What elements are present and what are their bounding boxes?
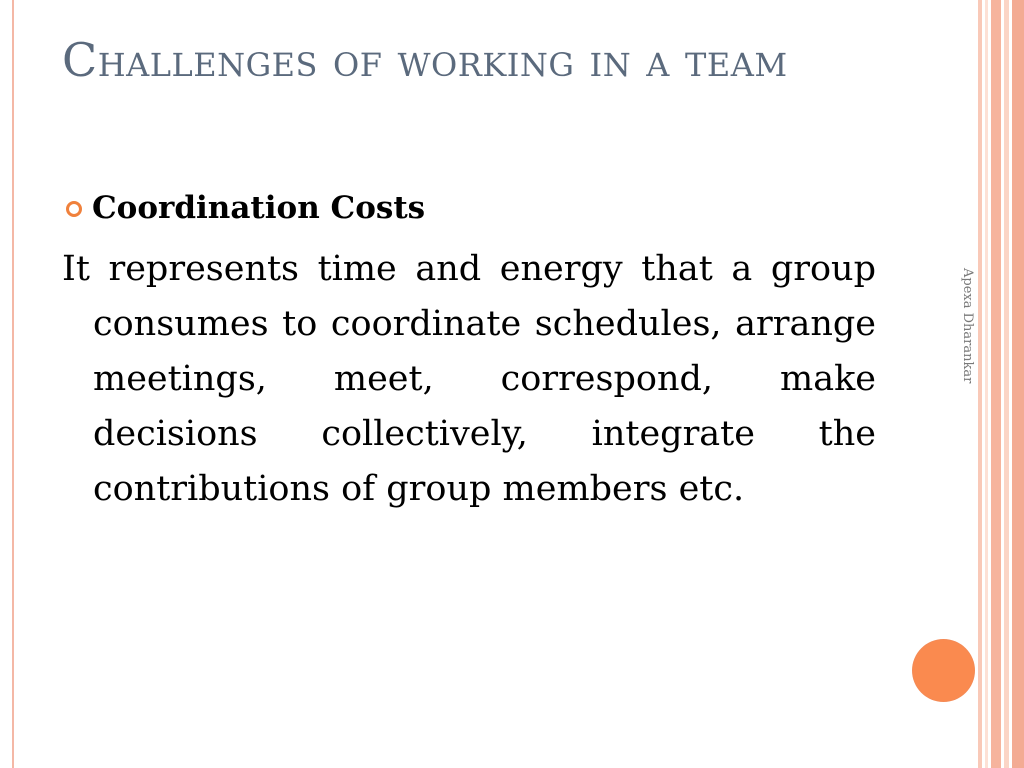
decorative-circle [913,640,974,701]
right-decor-stripe [1012,0,1024,768]
circle-bullet-icon [66,201,82,217]
slide-title: Challenges of working in a team [62,33,788,87]
right-decor-stripe [985,0,988,768]
body-paragraph: It represents time and energy that a group consumes to coordinate schedules, arrange meetings, meet, correspond, make decisions collectively, integrate the contributions of group members etc. [62,249,876,509]
right-decor-stripe [991,0,1001,768]
bullet-item [66,190,425,226]
left-border-line [12,0,14,768]
author-footer: Apexa Dharankar [960,268,975,384]
right-decor-stripe [978,0,982,768]
bullet-label: Coordination Costs [92,190,426,226]
right-decor-stripe [1004,0,1009,768]
